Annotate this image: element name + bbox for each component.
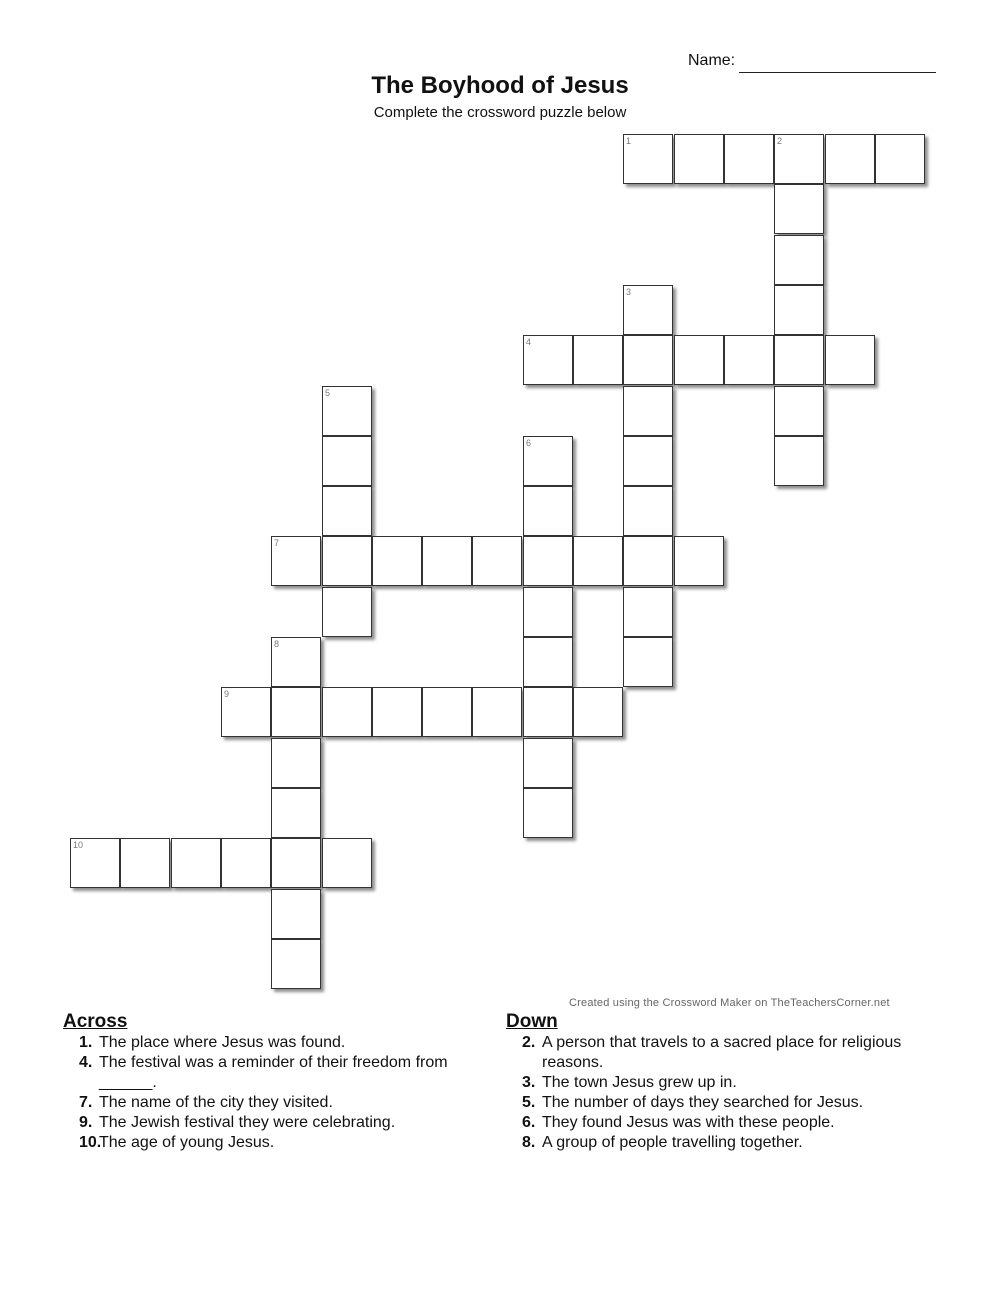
crossword-cell[interactable] — [70, 838, 120, 888]
crossword-cell[interactable] — [322, 687, 372, 737]
crossword-cell[interactable] — [271, 637, 321, 687]
clue-number: 3. — [522, 1074, 536, 1091]
clue-down-5 — [506, 1093, 946, 1113]
clue-text: The age of young Jesus. — [99, 1134, 275, 1151]
crossword-cell[interactable] — [674, 134, 724, 184]
crossword-cell[interactable] — [120, 838, 170, 888]
crossword-cell[interactable] — [523, 587, 573, 637]
crossword-cell[interactable] — [523, 687, 573, 737]
crossword-cell[interactable] — [774, 386, 824, 436]
clue-number-label: 1 — [626, 136, 632, 146]
clue-number-label: 4 — [526, 337, 532, 347]
clue-text: The name of the city they visited. — [99, 1094, 333, 1111]
crossword-cell[interactable] — [271, 738, 321, 788]
crossword-cell[interactable] — [623, 285, 673, 335]
clue-number: 9. — [79, 1114, 93, 1131]
clue-number-label: 9 — [224, 689, 230, 699]
crossword-cell[interactable] — [271, 838, 321, 888]
crossword-cell[interactable] — [623, 436, 673, 486]
clue-number: 10. — [79, 1134, 102, 1151]
crossword-cell[interactable] — [523, 788, 573, 838]
clue-text: They found Jesus was with these people. — [542, 1114, 835, 1131]
crossword-cell[interactable] — [724, 335, 774, 385]
clue-text: The number of days they searched for Jesus. — [542, 1094, 864, 1111]
clue-down-3 — [506, 1073, 946, 1093]
clue-number-label: 5 — [325, 388, 331, 398]
clue-number: 8. — [522, 1134, 536, 1151]
clue-number: 2. — [522, 1034, 536, 1051]
crossword-cell[interactable] — [372, 536, 422, 586]
clue-text: The Jewish festival they were celebrating. — [99, 1114, 396, 1131]
crossword-cell[interactable] — [573, 536, 623, 586]
crossword-cell[interactable] — [774, 436, 824, 486]
crossword-cell[interactable] — [523, 436, 573, 486]
crossword-cell[interactable] — [523, 738, 573, 788]
crossword-cell[interactable] — [372, 687, 422, 737]
crossword-cell[interactable] — [674, 335, 724, 385]
crossword-cell[interactable] — [825, 335, 875, 385]
crossword-cell[interactable] — [271, 687, 321, 737]
clue-text: A group of people travelling together. — [542, 1134, 803, 1151]
crossword-cell[interactable] — [623, 587, 673, 637]
crossword-cell[interactable] — [875, 134, 925, 184]
clue-number-label: 7 — [274, 538, 280, 548]
clue-number: 5. — [522, 1094, 536, 1111]
crossword-cell[interactable] — [623, 536, 673, 586]
clue-across-4 — [63, 1053, 493, 1093]
clue-text: The town Jesus grew up in. — [542, 1074, 737, 1091]
crossword-cell[interactable] — [774, 184, 824, 234]
clue-text: The festival was a reminder of their freedom from ______. — [99, 1054, 448, 1091]
crossword-cell[interactable] — [774, 285, 824, 335]
crossword-cell[interactable] — [472, 536, 522, 586]
crossword-cell[interactable] — [523, 335, 573, 385]
crossword-cell[interactable] — [422, 687, 472, 737]
clue-across-9 — [63, 1113, 493, 1133]
name-label: Name: — [688, 52, 736, 69]
crossword-cell[interactable] — [573, 335, 623, 385]
clue-across-10 — [63, 1133, 493, 1153]
crossword-cell[interactable] — [523, 486, 573, 536]
clue-number-label: 8 — [274, 639, 280, 649]
crossword-cell[interactable] — [271, 889, 321, 939]
down-clues — [506, 1012, 946, 1153]
crossword-cell[interactable] — [623, 386, 673, 436]
clue-number-label: 3 — [626, 287, 632, 297]
clue-text: A person that travels to a sacred place for religious reasons. — [542, 1034, 902, 1071]
crossword-cell[interactable] — [623, 486, 673, 536]
crossword-cell[interactable] — [825, 134, 875, 184]
crossword-cell[interactable] — [623, 637, 673, 687]
page-subtitle: Complete the crossword puzzle below — [373, 104, 627, 121]
crossword-cell[interactable] — [322, 436, 372, 486]
crossword-cell[interactable] — [221, 687, 271, 737]
crossword-cell[interactable] — [523, 637, 573, 687]
crossword-cell[interactable] — [472, 687, 522, 737]
clue-text: The place where Jesus was found. — [99, 1034, 346, 1051]
crossword-cell[interactable] — [322, 486, 372, 536]
crossword-cell[interactable] — [322, 536, 372, 586]
crossword-cell[interactable] — [674, 536, 724, 586]
crossword-cell[interactable] — [322, 838, 372, 888]
crossword-cell[interactable] — [322, 386, 372, 436]
crossword-cell[interactable] — [271, 536, 321, 586]
clue-across-7 — [63, 1093, 493, 1113]
crossword-cell[interactable] — [774, 335, 824, 385]
crossword-cell[interactable] — [271, 939, 321, 989]
crossword-cell[interactable] — [724, 134, 774, 184]
down-heading: Down — [506, 1011, 558, 1032]
crossword-cell[interactable] — [221, 838, 271, 888]
across-heading: Across — [63, 1011, 128, 1032]
clue-number: 1. — [79, 1034, 93, 1051]
credit-text: Created using the Crossword Maker on TheTeachersCorner.net — [569, 997, 890, 1009]
clue-down-8 — [506, 1133, 946, 1153]
crossword-cell[interactable] — [623, 335, 673, 385]
crossword-cell[interactable] — [422, 536, 472, 586]
crossword-cell[interactable] — [623, 134, 673, 184]
clue-down-2 — [506, 1033, 946, 1073]
crossword-cell[interactable] — [573, 687, 623, 737]
clue-number: 7. — [79, 1094, 93, 1111]
clue-number-label: 6 — [526, 438, 532, 448]
crossword-cell[interactable] — [171, 838, 221, 888]
clue-number-label: 10 — [73, 840, 84, 850]
clue-number-label: 2 — [777, 136, 783, 146]
clue-across-1 — [63, 1033, 493, 1053]
crossword-cell[interactable] — [774, 235, 824, 285]
crossword-cell[interactable] — [271, 788, 321, 838]
crossword-cell[interactable] — [322, 587, 372, 637]
clue-number: 6. — [522, 1114, 536, 1131]
clue-down-6 — [506, 1113, 946, 1133]
crossword-cell[interactable] — [523, 536, 573, 586]
page-title: The Boyhood of Jesus — [371, 72, 629, 99]
crossword-cell[interactable] — [774, 134, 824, 184]
clue-number: 4. — [79, 1054, 93, 1071]
across-clues — [63, 1012, 493, 1153]
